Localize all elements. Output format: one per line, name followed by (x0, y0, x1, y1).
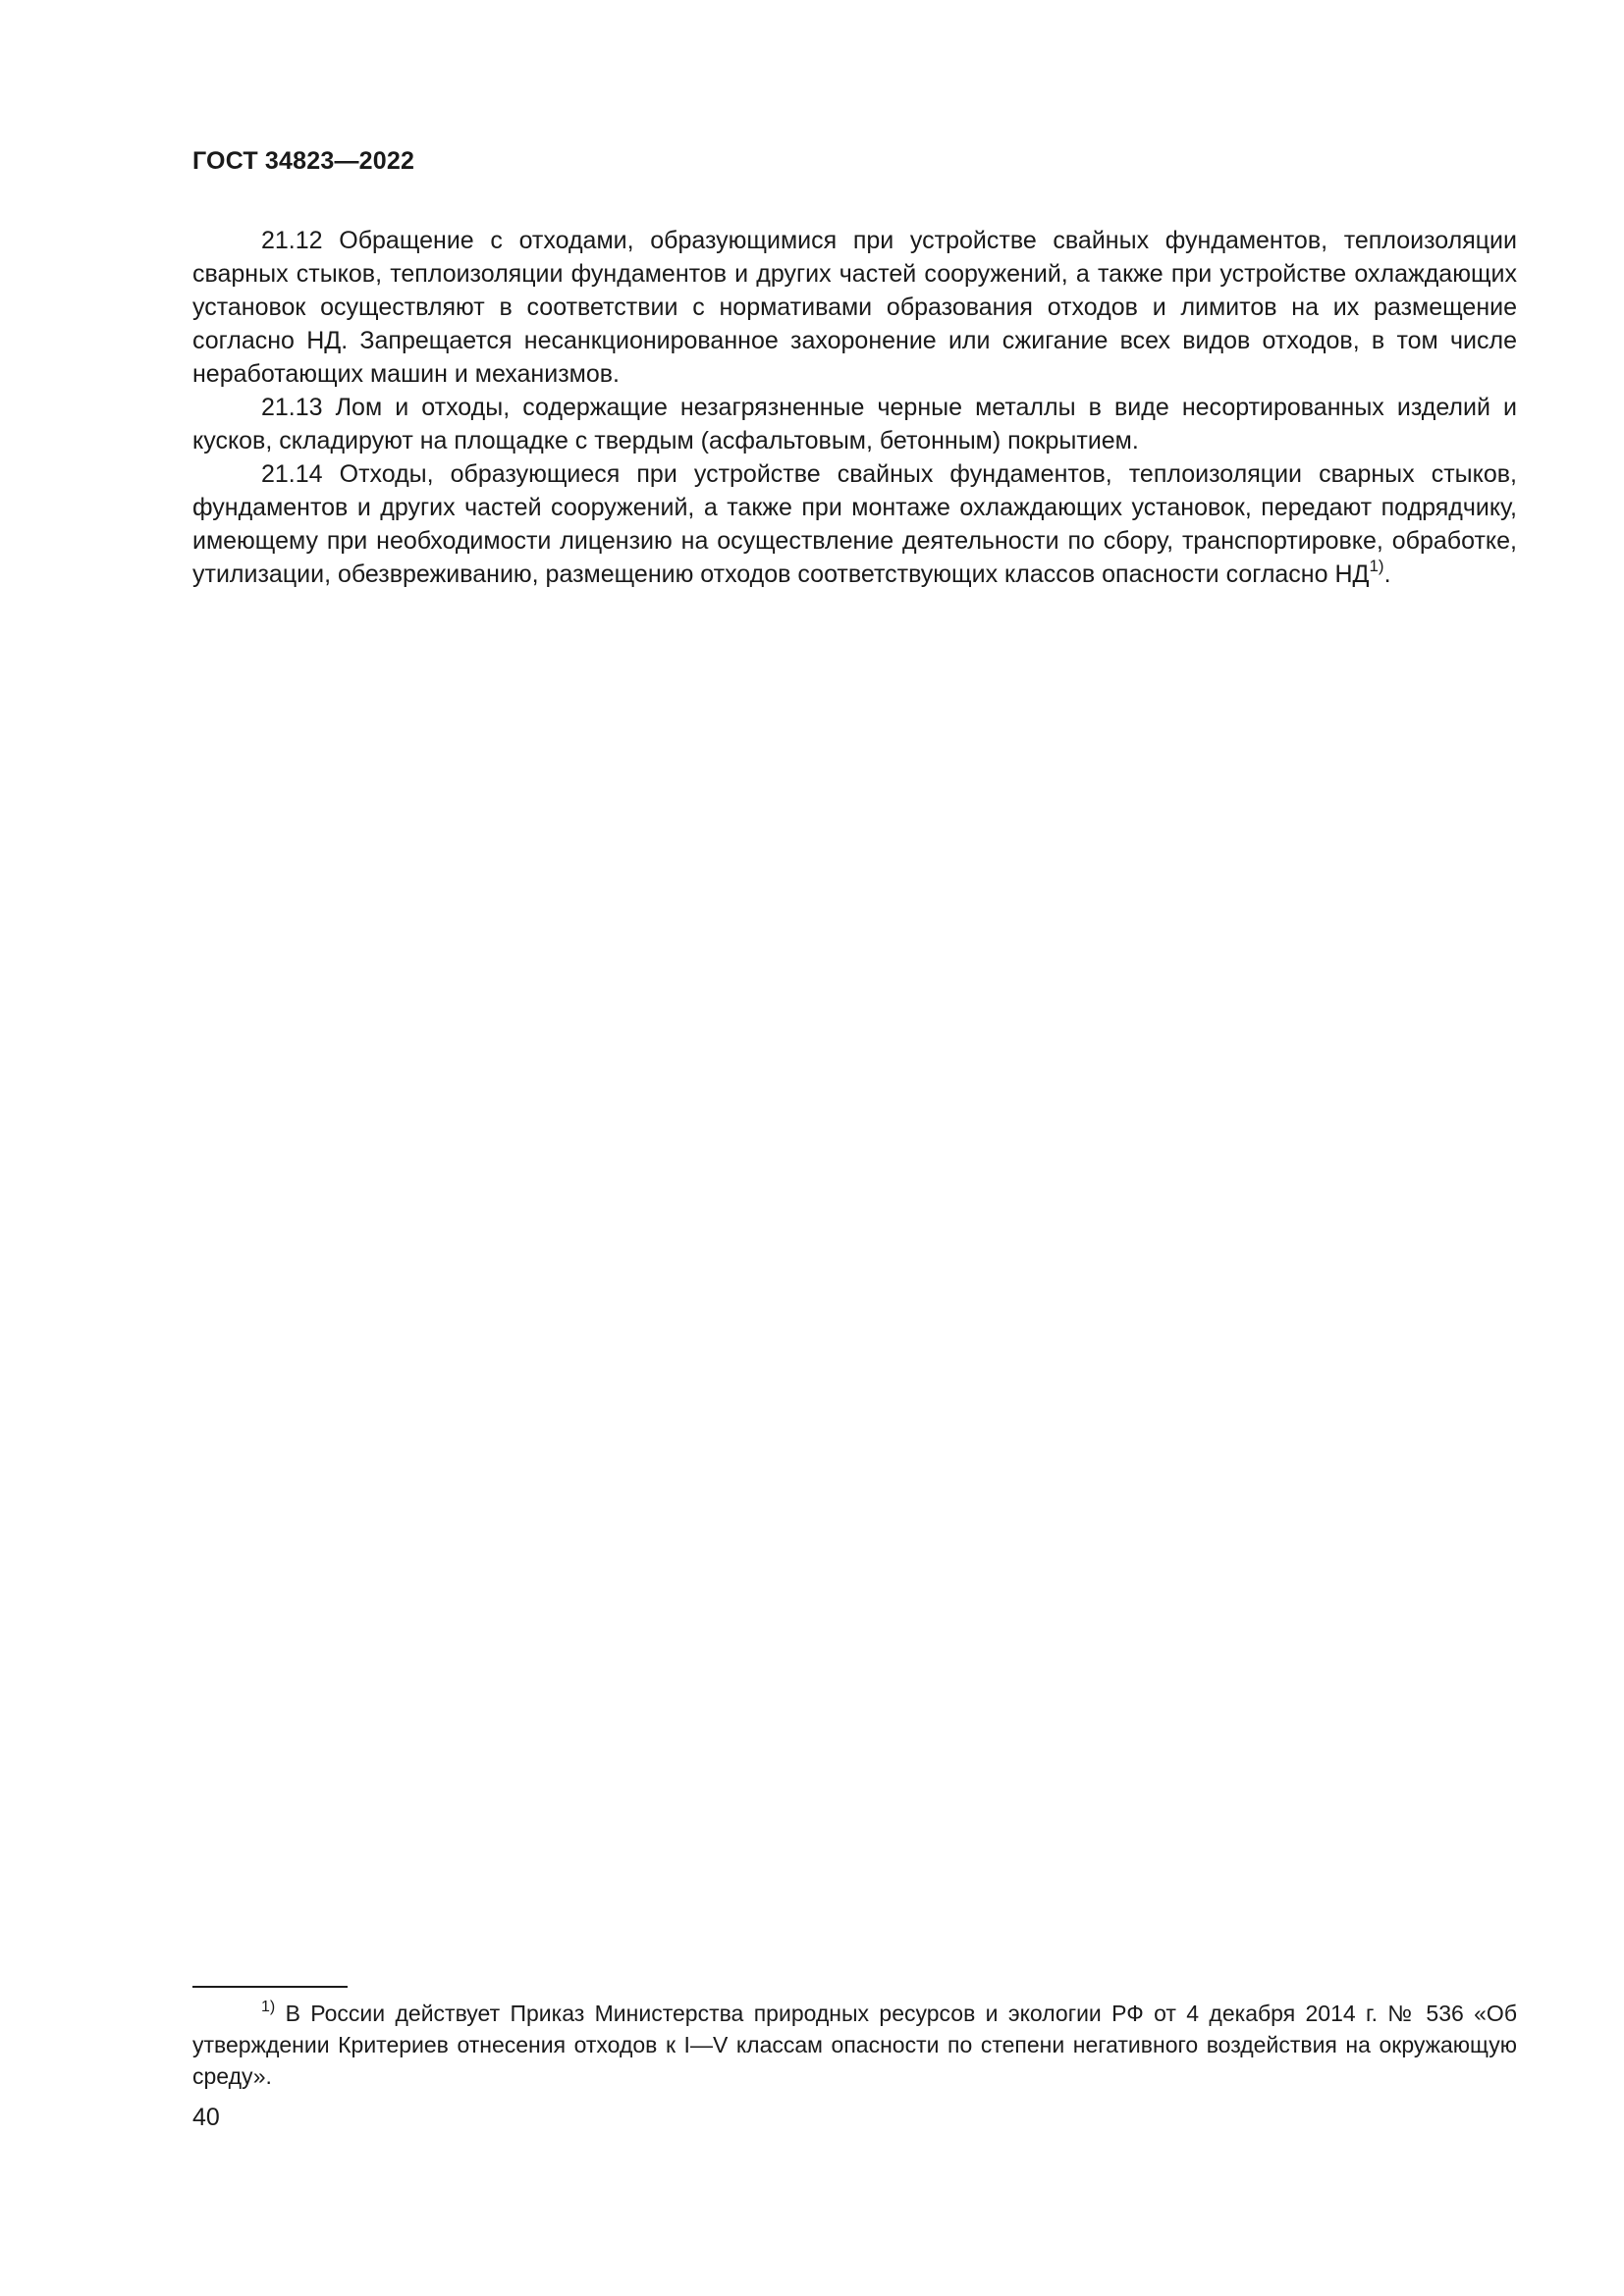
page-header-doc-code: ГОСТ 34823—2022 (192, 147, 415, 175)
paragraph-21-14 (192, 457, 1517, 591)
footnote-reference[interactable]: 1) (1369, 557, 1384, 575)
paragraph-21-14-text: 21.14 Отходы, образующиеся при устройстве свайных фундаментов, теплоизоляции сварных стыков, фундаментов и других частей сооружений, а также при монтаже охлаждающих установок, передают подрядчику, имеющему при необходимости лицензию на осуществление деятельности по сбору, транспортировке, обработке, утилизации, обезвреживанию, размещению отходов соответствующих классов опасности согласно НД (192, 460, 1517, 588)
footnote (192, 1998, 1517, 2092)
footnote-text: В России действует Приказ Министерства природных ресурсов и экологии РФ от 4 декабря 2014 г. № 536 «Об утверждении Критериев отнесения отходов к I—V классам опасности по степени негативного воздействия на окружающую среду». (192, 2001, 1517, 2089)
main-text (192, 224, 1517, 591)
footnote-separator (192, 1986, 348, 1988)
paragraph-21-13: 21.13 Лом и отходы, содержащие незагрязненные черные металлы в виде несортированных изделий и кусков, складируют на площадке с твердым (асфальтовым, бетонным) покрытием. (192, 394, 1517, 454)
paragraph-21-12: 21.12 Обращение с отходами, образующимися при устройстве свайных фундаментов, теплоизоляции сварных стыков, теплоизоляции фундаментов и других частей сооружений, а также при устройстве охлаждающих установок осуществляют в соответствии с нормативами образования отходов и лимитов на их размещение согласно НД. Запрещается несанкционированное захоронение или сжигание всех видов отходов, в том числе неработающих машин и механизмов. (192, 227, 1517, 388)
footnote-marker: 1) (261, 1999, 276, 2015)
footnote-paragraph (192, 1998, 1517, 2092)
page-number: 40 (192, 2104, 220, 2131)
paragraph-21-14-tail: . (1383, 561, 1391, 588)
